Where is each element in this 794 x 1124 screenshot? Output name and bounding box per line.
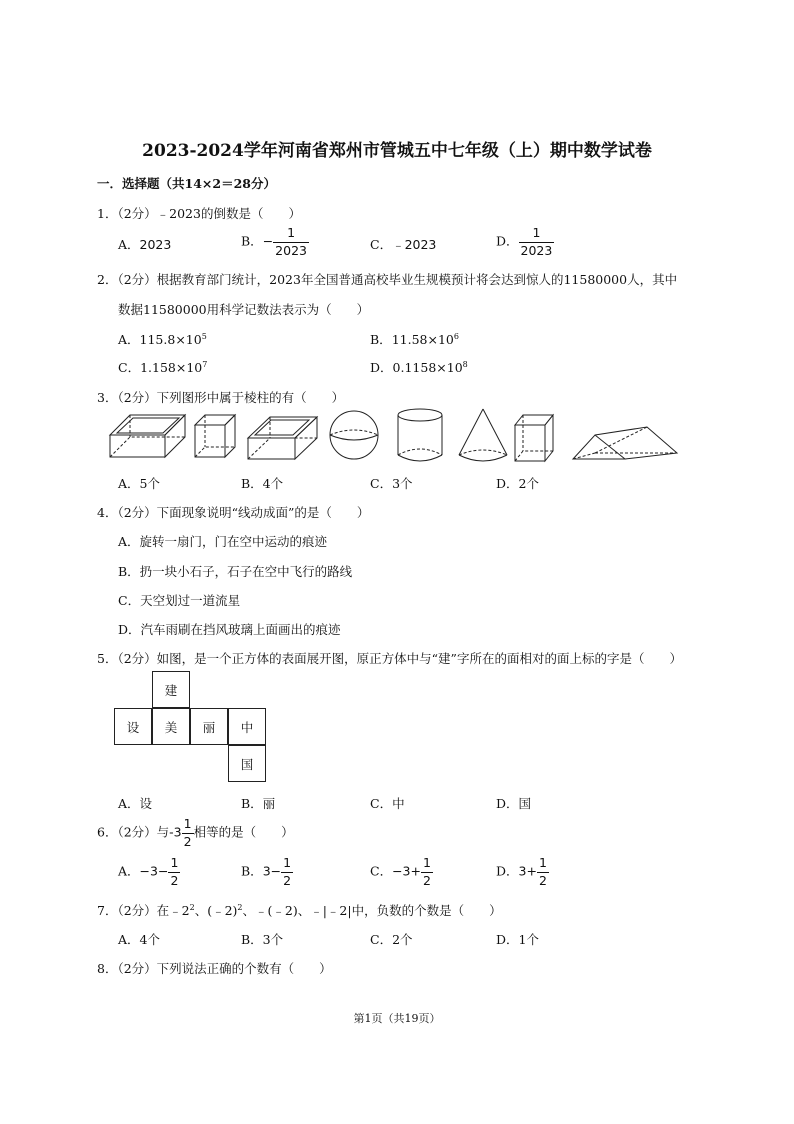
q2-b-label: B． <box>370 332 392 347</box>
flat-cuboid-figure-1 <box>110 415 185 457</box>
cube-figure-1 <box>195 415 235 457</box>
q5-option-a: A．设 <box>118 796 153 811</box>
q6-c-den: 2 <box>422 872 431 888</box>
q6-stem-pre: 6．（2分）与 <box>97 824 170 840</box>
q6-b-fraction <box>281 857 293 887</box>
q1-d-num: 1 <box>532 225 541 240</box>
q2-option-d <box>370 358 468 376</box>
q1-b-num: 1 <box>287 225 296 240</box>
q4-option-a: A．旋转一扇门，门在空中运动的痕迹 <box>118 534 328 549</box>
q6-stem-post: 相等的是（ ） <box>193 824 294 840</box>
q6-d-num: 1 <box>538 855 547 870</box>
q1-b-fraction <box>273 227 309 257</box>
q6-c-label: C． <box>370 863 393 879</box>
net-cell-bottom: 国 <box>228 745 266 782</box>
q7-stem-b: 、(﹣2) <box>194 903 238 918</box>
q5-option-c: C．中 <box>370 796 405 811</box>
q1-option-b <box>241 227 309 257</box>
q3-option-c: C．3个 <box>370 476 413 491</box>
q6-c-fraction <box>421 857 433 887</box>
q1-a-value: 2023 <box>139 237 172 252</box>
q1-b-den: 2023 <box>275 242 307 258</box>
q6-d-label: D． <box>496 863 519 879</box>
q2-b-exp: 6 <box>453 332 459 341</box>
cube-net-diagram <box>114 671 268 784</box>
q7-exp-1: 2 <box>189 903 195 912</box>
q5-option-b: B．丽 <box>241 796 276 811</box>
question-2-stem-line2: 数据11580000用科学记数法表示为（ ） <box>118 302 370 317</box>
net-cell-top: 建 <box>152 671 190 708</box>
q3-solid-figures <box>105 405 725 467</box>
q6-b-den: 2 <box>283 872 292 888</box>
q3-option-a: A．5个 <box>118 476 160 491</box>
q6-stem-fraction <box>182 818 194 848</box>
q7-option-d: D．1个 <box>496 932 539 947</box>
q2-option-a <box>118 330 207 348</box>
question-3-stem: 3．（2分）下列图形中属于棱柱的有（ ） <box>97 390 345 405</box>
q6-d-expr: 3+ <box>518 863 537 879</box>
q4-option-b: B．扔一块小石子，石子在空中飞行的路线 <box>118 564 353 579</box>
q4-option-c: C．天空划过一道流星 <box>118 593 241 608</box>
q6-c-num: 1 <box>422 855 431 870</box>
cylinder-figure <box>398 409 442 461</box>
q2-d-exp: 8 <box>462 360 468 369</box>
q6-b-num: 1 <box>283 855 292 870</box>
q3-option-b: B．4个 <box>241 476 284 491</box>
q1-c-value: ﹣2023 <box>392 237 437 252</box>
q6-b-expr: 3− <box>262 863 282 879</box>
net-cell-mid1: 美 <box>152 708 190 745</box>
q2-option-c <box>118 358 207 376</box>
q6-stem-whole: -3 <box>169 824 182 840</box>
q6-option-a <box>118 857 180 887</box>
q1-b-sign: − <box>262 233 274 249</box>
q2-a-base: 115.8×10 <box>139 332 202 347</box>
question-5-stem: 5．（2分）如图，是一个正方体的表面展开图，原正方体中与“建”字所在的面相对的面上标的字是（ ） <box>97 651 682 666</box>
q1-a-label: A． <box>118 237 140 252</box>
page-footer: 第1页（共19页） <box>353 1012 441 1025</box>
q4-option-d: D．汽车雨刷在挡风玻璃上面画出的痕迹 <box>118 622 341 637</box>
q1-option-c <box>370 235 436 253</box>
question-4-stem: 4．（2分）下面现象说明“线动成面”的是（ ） <box>97 505 370 520</box>
q6-option-d <box>496 857 549 887</box>
q6-a-num: 1 <box>170 855 179 870</box>
triangular-prism-figure <box>573 427 677 459</box>
q2-d-base: 0.1158×10 <box>392 360 463 375</box>
q7-exp-2: 2 <box>237 903 243 912</box>
question-8-stem: 8．（2分）下列说法正确的个数有（ ） <box>97 961 332 976</box>
q6-a-fraction <box>168 857 180 887</box>
q2-option-b <box>370 330 459 348</box>
q1-d-den: 2023 <box>520 242 553 258</box>
q2-c-base: 1.158×10 <box>140 360 203 375</box>
q3-option-d: D．2个 <box>496 476 539 491</box>
q7-option-b: B．3个 <box>241 932 284 947</box>
q6-d-den: 2 <box>538 872 547 888</box>
net-cell-left: 设 <box>114 708 152 745</box>
q2-c-exp: 7 <box>202 360 208 369</box>
q6-b-label: B． <box>241 863 263 879</box>
cube-figure-2 <box>515 415 553 461</box>
q7-stem-a: 7．（2分）在﹣2 <box>97 903 190 918</box>
q7-option-c: C．2个 <box>370 932 413 947</box>
q2-a-exp: 5 <box>201 332 207 341</box>
q6-stem-num: 1 <box>183 816 192 831</box>
page-title: 2023-2024学年河南省郑州市管城五中七年级（上）期中数学试卷 <box>142 141 652 161</box>
q2-c-label: C． <box>118 360 141 375</box>
q2-b-base: 11.58×10 <box>391 332 454 347</box>
net-cell-mid3: 中 <box>228 708 266 745</box>
q7-option-a: A．4个 <box>118 932 160 947</box>
q6-d-fraction <box>537 857 549 887</box>
question-1-stem: 1．（2分）﹣2023的倒数是（ ） <box>97 206 301 221</box>
q6-option-b <box>241 857 293 887</box>
question-7-stem <box>97 901 502 919</box>
q1-d-fraction <box>519 227 555 257</box>
q6-stem-den: 2 <box>183 833 192 849</box>
q6-a-expr: −3− <box>139 863 169 879</box>
q6-a-den: 2 <box>170 872 179 888</box>
net-cell-mid2: 丽 <box>190 708 228 745</box>
question-2-stem-line1: 2．（2分）根据教育部门统计，2023年全国普通高校毕业生规模预计将会达到惊人的11580000人，其中 <box>97 272 678 287</box>
sphere-figure <box>330 411 378 459</box>
cone-figure <box>459 409 507 461</box>
q6-c-expr: −3+ <box>392 863 421 879</box>
flat-cuboid-figure-2 <box>248 417 317 459</box>
question-6-stem <box>97 818 294 848</box>
q1-d-label: D． <box>496 233 519 249</box>
q7-stem-c: 、﹣(﹣2)、﹣|﹣2|中，负数的个数是（ ） <box>242 903 502 918</box>
q1-c-label: C． <box>370 237 393 252</box>
q6-a-label: A． <box>118 863 140 879</box>
q2-d-label: D． <box>370 360 393 375</box>
q2-a-label: A． <box>118 332 140 347</box>
q6-option-c <box>370 857 433 887</box>
section-heading: 一．选择题（共14×2＝28分） <box>97 176 276 191</box>
q1-b-label: B． <box>241 233 263 249</box>
q1-option-d <box>496 227 554 257</box>
q1-option-a <box>118 235 171 253</box>
q5-option-d: D．国 <box>496 796 532 811</box>
